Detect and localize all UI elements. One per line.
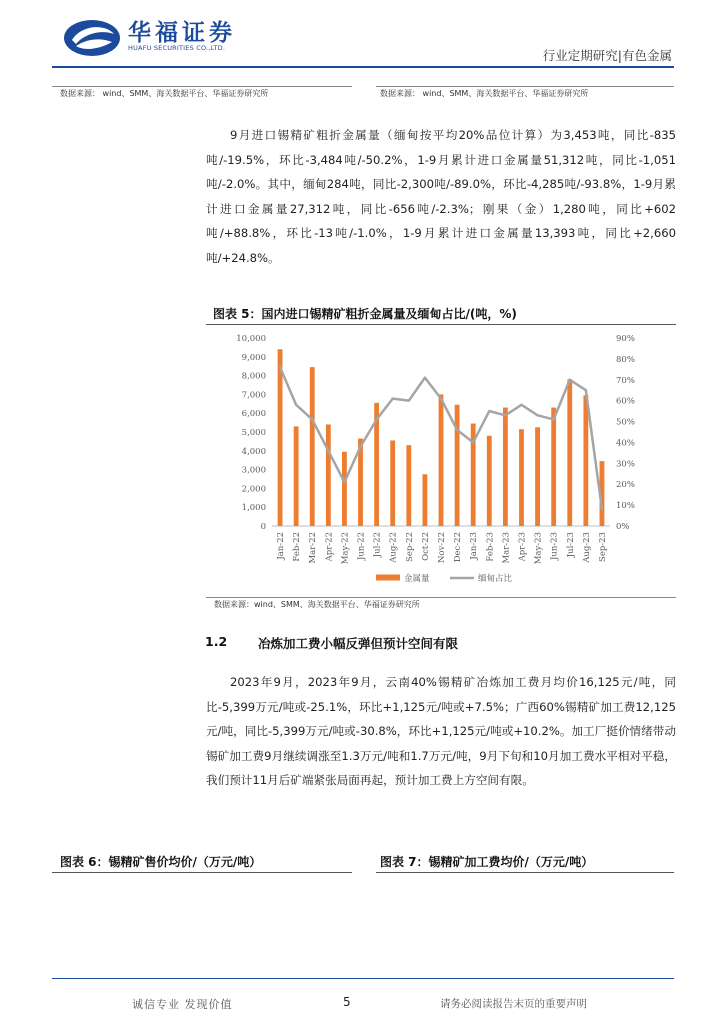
- x-tick-label: Aug-23: [581, 532, 592, 563]
- y-left-tick-label: 5,000: [241, 428, 266, 438]
- report-type: 行业定期研究|有色金属: [542, 48, 672, 63]
- footer-disclaimer: 请务必阅读报告末页的重要声明: [440, 998, 587, 1010]
- x-tick-label: Sep-22: [404, 532, 415, 562]
- brand-name-cn: 华福证券: [128, 20, 236, 46]
- section-title: 冶炼加工费小幅反弹但预计空间有限: [258, 636, 459, 651]
- share-point-Jan-23: [472, 441, 474, 443]
- y-right-tick-label: 70%: [616, 375, 635, 386]
- x-tick-label: Sep-23: [597, 532, 608, 562]
- bar-Aug-22: [390, 440, 395, 526]
- bar-Dec-22: [455, 405, 460, 526]
- bar-Mar-23: [503, 408, 508, 526]
- x-tick-label: Jan-23: [469, 532, 480, 560]
- y-left-tick-label: 4,000: [241, 446, 266, 457]
- page-number: 5: [343, 995, 351, 1009]
- share-point-Sep-23: [601, 508, 603, 510]
- bar-Nov-22: [439, 394, 444, 526]
- bar-Aug-23: [583, 395, 588, 526]
- x-tick-label: Jan-22: [276, 532, 287, 560]
- y-right-tick-label: 30%: [616, 459, 635, 470]
- brand-name-en: HUAFU SECURITIES CO.,LTD.: [128, 44, 226, 52]
- y-left-tick-label: 2,000: [241, 484, 266, 495]
- y-left-tick-label: 1,000: [241, 503, 266, 514]
- import-chart: [206, 326, 676, 596]
- legend-swatch-metal: [376, 575, 400, 581]
- x-tick-label: Jun-22: [356, 532, 367, 561]
- paragraph-import: [206, 123, 676, 271]
- share-point-Jan-22: [279, 366, 281, 368]
- x-tick-label: Apr-22: [324, 532, 335, 562]
- legend-label-share: 缅甸占比: [478, 574, 513, 584]
- y-left-tick-label: 0: [260, 522, 266, 532]
- y-left-tick-label: 8,000: [241, 371, 266, 382]
- figure5-source-line: [206, 597, 676, 598]
- share-point-May-22: [343, 481, 345, 483]
- legend-label-metal: 金属量: [404, 574, 430, 584]
- share-point-Apr-22: [327, 450, 329, 452]
- share-point-Jul-22: [375, 418, 377, 420]
- y-right-tick-label: 0%: [616, 522, 630, 532]
- y-left-tick-label: 3,000: [241, 465, 266, 476]
- y-right-tick-label: 50%: [616, 417, 635, 428]
- x-tick-label: Feb-23: [485, 532, 496, 562]
- share-point-Aug-22: [392, 397, 394, 399]
- share-point-Feb-22: [295, 404, 297, 406]
- bar-Oct-22: [422, 474, 427, 526]
- x-tick-label: Oct-22: [420, 532, 431, 561]
- share-point-Feb-23: [488, 410, 490, 412]
- figure6-title: 图表 6：锡精矿售价均价/（万元/吨）: [60, 855, 262, 869]
- figure6-title-line: [52, 872, 352, 873]
- y-left-tick-label: 10,000: [236, 334, 266, 344]
- share-point-Mar-23: [504, 414, 506, 416]
- share-point-Mar-22: [311, 418, 313, 420]
- bar-Jul-23: [567, 379, 572, 526]
- source-line-left: [52, 86, 352, 87]
- header-divider: [52, 66, 674, 68]
- x-tick-label: Jul-23: [565, 532, 576, 558]
- share-point-Nov-22: [440, 397, 442, 399]
- share-point-Apr-23: [520, 404, 522, 406]
- source-left: 数据来源： wind、SMM、海关数据平台、华福证券研究所: [60, 89, 269, 98]
- x-tick-label: May-23: [533, 532, 544, 565]
- x-tick-label: May-22: [340, 532, 351, 565]
- share-point-Jul-23: [569, 379, 571, 381]
- section-number: 1.2: [205, 634, 228, 649]
- figure5-title-line: [206, 324, 676, 325]
- x-tick-label: Mar-22: [308, 532, 319, 564]
- bar-May-23: [535, 427, 540, 526]
- share-point-Jun-22: [359, 445, 361, 447]
- x-tick-label: Dec-22: [453, 532, 464, 563]
- bar-Apr-23: [519, 429, 524, 526]
- paragraph-processing-fee-text: 2023年9月，2023年9月，云南40%锡精矿冶炼加工费月均价16,125元/吨，同比-5,399万元/吨或-25.1%，环比+1,125元/吨或+7.5%；广西60%锡精矿加工费12,125元/吨，同比-5,399万元/吨或-30.8%，环比+1,125元/吨或+10.2%。加工厂挺价情绪带动锡矿加工费9月继续调涨至1.3万元/吨和1.7万元/吨，9月下旬和10月加工费水平相对平稳，我们预计11月后矿端紧张局面再起，预计加工费上方空间有限。: [206, 675, 676, 788]
- y-right-tick-label: 20%: [616, 480, 635, 491]
- y-right-tick-label: 80%: [616, 354, 635, 365]
- y-right-tick-label: 90%: [616, 334, 635, 344]
- bar-Feb-23: [487, 436, 492, 526]
- x-tick-label: Nov-22: [437, 532, 447, 564]
- share-point-May-23: [536, 414, 538, 416]
- y-right-tick-label: 40%: [616, 438, 635, 449]
- y-left-tick-label: 9,000: [241, 352, 266, 363]
- share-point-Jun-23: [552, 418, 554, 420]
- y-right-tick-label: 60%: [616, 396, 635, 407]
- y-right-tick-label: 10%: [616, 501, 635, 512]
- source-line-right: [376, 86, 674, 87]
- footer-slogan: 诚信专业 发现价值: [132, 998, 233, 1011]
- share-point-Sep-22: [408, 399, 410, 401]
- x-tick-label: Feb-22: [292, 532, 303, 562]
- figure7-title-line: [376, 872, 674, 873]
- paragraph-import-text: 9月进口锡精矿粗折金属量（缅甸按平均20%品位计算）为3,453吨，同比-835吨/-19.5%，环比-3,484吨/-50.2%，1-9月累计进口金属量51,312吨，同比-1,051吨/-2.0%。其中，缅甸284吨，同比-2,300吨/-89.0%，环比-4,285吨/-93.8%，1-9月累计进口金属量27,312吨，同比-656吨/-2.3%；刚果（金）1,280吨，同比+602吨/+88.8%，环比-13吨/-1.0%，1-9月累计进口金属量13,393吨，同比+2,660吨/+24.8%。: [206, 128, 676, 265]
- bar-Jan-22: [278, 349, 283, 526]
- x-tick-label: Aug-22: [388, 532, 399, 563]
- x-tick-label: Jun-23: [549, 532, 560, 561]
- figure5-title: 图表 5：国内进口锡精矿粗折金属量及缅甸占比/(吨，%): [213, 307, 517, 321]
- bar-Jun-23: [551, 408, 556, 526]
- share-point-Dec-22: [456, 429, 458, 431]
- share-point-Oct-22: [424, 376, 426, 378]
- x-tick-label: Mar-23: [501, 532, 512, 564]
- paragraph-processing-fee: [206, 670, 676, 793]
- figure7-title: 图表 7：锡精矿加工费均价/（万元/吨）: [380, 855, 594, 869]
- share-point-Aug-23: [585, 389, 587, 391]
- bar-May-22: [342, 452, 347, 526]
- x-tick-label: Jul-22: [372, 532, 383, 558]
- footer-divider: [52, 978, 674, 979]
- y-left-tick-label: 7,000: [241, 390, 266, 401]
- source-right: 数据来源： wind、SMM、海关数据平台、华福证券研究所: [380, 89, 589, 98]
- y-left-tick-label: 6,000: [241, 409, 266, 420]
- bar-Apr-22: [326, 424, 331, 526]
- bar-Mar-22: [310, 367, 315, 526]
- figure5-source: 数据来源：wind、SMM、海关数据平台、华福证券研究所: [214, 600, 420, 609]
- x-tick-label: Apr-23: [517, 532, 528, 562]
- bar-Sep-22: [406, 445, 411, 526]
- bar-Feb-22: [294, 426, 299, 526]
